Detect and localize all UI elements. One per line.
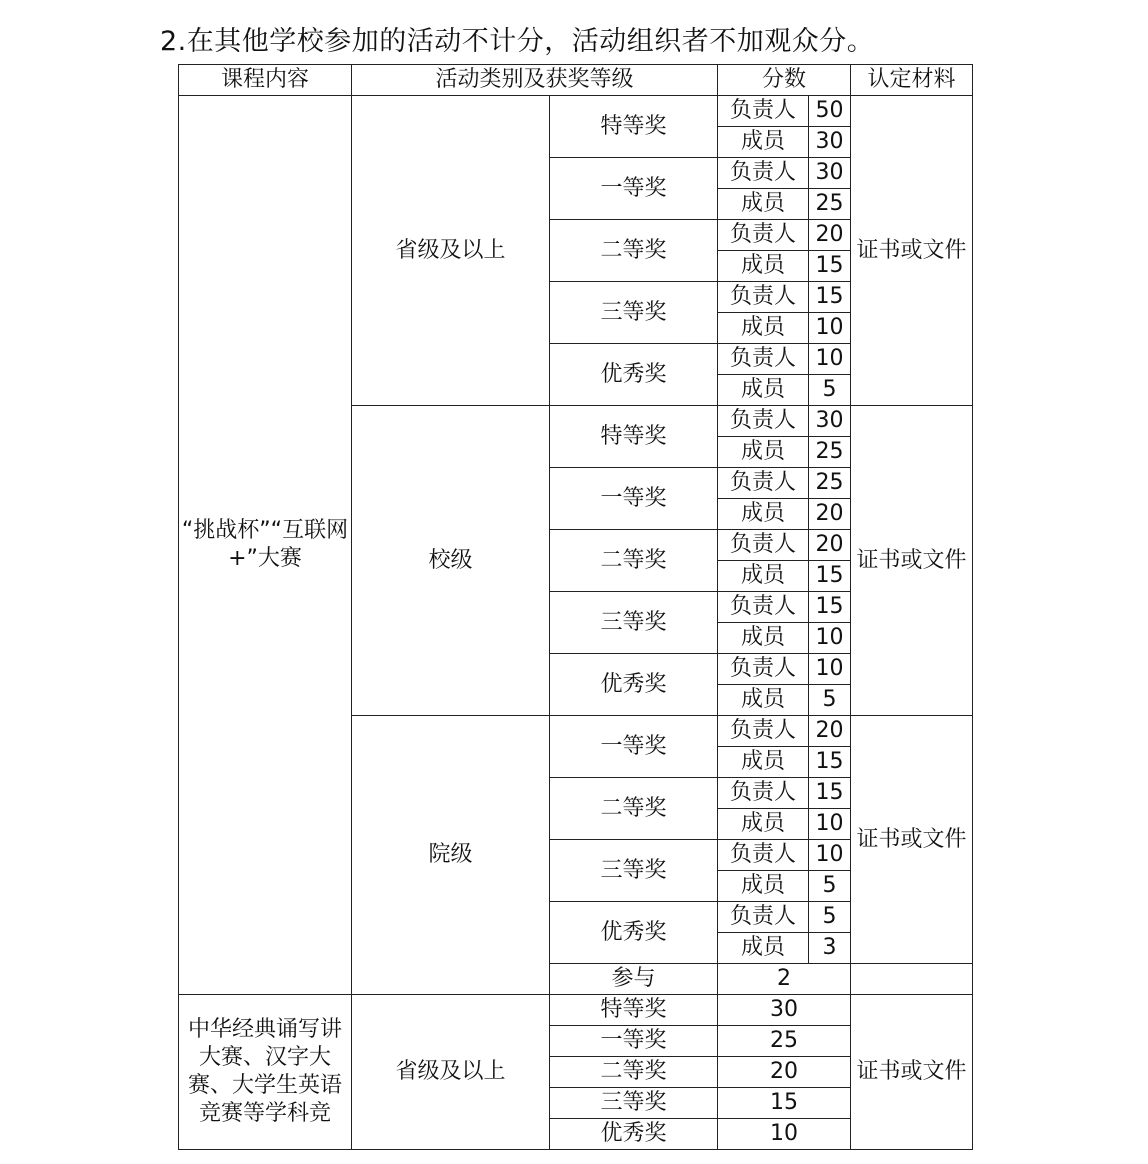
role-cell: 成员 — [718, 127, 809, 158]
score-cell: 15 — [809, 747, 851, 778]
course-cell: “挑战杯”“互联网+”大赛 — [179, 96, 352, 995]
header-category: 活动类别及获奖等级 — [352, 65, 718, 96]
table-body — [179, 96, 973, 1150]
score-cell: 10 — [809, 840, 851, 871]
score-cell: 20 — [809, 716, 851, 747]
course-cell: 中华经典诵写讲大赛、汉字大赛、大学生英语竞赛等学科竞 — [179, 995, 352, 1150]
role-cell: 成员 — [718, 313, 809, 344]
role-cell: 成员 — [718, 189, 809, 220]
score-cell: 5 — [809, 871, 851, 902]
role-cell: 成员 — [718, 561, 809, 592]
table-row — [179, 995, 973, 1026]
score-cell: 20 — [718, 1057, 851, 1088]
score-cell: 10 — [809, 623, 851, 654]
award-cell: 优秀奖 — [550, 902, 718, 964]
role-cell: 负责人 — [718, 592, 809, 623]
award-cell: 特等奖 — [550, 995, 718, 1026]
role-cell: 成员 — [718, 251, 809, 282]
role-cell: 负责人 — [718, 778, 809, 809]
material-cell: 证书或文件 — [851, 406, 973, 716]
score-cell: 15 — [809, 561, 851, 592]
role-cell: 负责人 — [718, 654, 809, 685]
material-cell: 证书或文件 — [851, 995, 973, 1150]
header-course: 课程内容 — [179, 65, 352, 96]
award-cell: 三等奖 — [550, 282, 718, 344]
award-cell: 特等奖 — [550, 96, 718, 158]
header-material: 认定材料 — [851, 65, 973, 96]
score-cell: 25 — [718, 1026, 851, 1057]
award-cell: 二等奖 — [550, 778, 718, 840]
role-cell: 负责人 — [718, 282, 809, 313]
score-cell: 30 — [809, 158, 851, 189]
header-score: 分数 — [718, 65, 851, 96]
level-cell: 省级及以上 — [352, 995, 550, 1150]
score-cell: 10 — [809, 344, 851, 375]
score-cell: 5 — [809, 902, 851, 933]
award-cell: 一等奖 — [550, 1026, 718, 1057]
table-header — [179, 65, 973, 96]
role-cell: 负责人 — [718, 220, 809, 251]
score-cell: 30 — [809, 406, 851, 437]
score-cell: 3 — [809, 933, 851, 964]
header-row — [179, 65, 973, 96]
role-cell: 成员 — [718, 747, 809, 778]
role-cell: 负责人 — [718, 406, 809, 437]
role-cell: 负责人 — [718, 96, 809, 127]
award-cell: 三等奖 — [550, 592, 718, 654]
award-cell: 二等奖 — [550, 530, 718, 592]
score-cell: 10 — [809, 313, 851, 344]
role-cell: 负责人 — [718, 716, 809, 747]
role-cell: 负责人 — [718, 344, 809, 375]
score-cell: 10 — [809, 654, 851, 685]
score-cell: 20 — [809, 220, 851, 251]
score-table — [178, 64, 973, 1150]
award-cell: 优秀奖 — [550, 1119, 718, 1150]
award-cell: 优秀奖 — [550, 654, 718, 716]
award-cell: 一等奖 — [550, 158, 718, 220]
award-cell: 一等奖 — [550, 716, 718, 778]
score-cell: 10 — [718, 1119, 851, 1150]
score-cell: 5 — [809, 685, 851, 716]
score-cell: 20 — [809, 499, 851, 530]
score-cell: 15 — [809, 282, 851, 313]
material-cell: 证书或文件 — [851, 716, 973, 964]
level-cell: 校级 — [352, 406, 550, 716]
score-cell: 2 — [718, 964, 851, 995]
role-cell: 负责人 — [718, 158, 809, 189]
table-row — [179, 96, 973, 127]
note-text: 2.在其他学校参加的活动不计分，活动组织者不加观众分。 — [160, 26, 875, 57]
role-cell: 负责人 — [718, 530, 809, 561]
material-cell: 证书或文件 — [851, 96, 973, 406]
level-cell: 院级 — [352, 716, 550, 995]
score-cell: 15 — [718, 1088, 851, 1119]
score-cell: 15 — [809, 778, 851, 809]
level-cell: 省级及以上 — [352, 96, 550, 406]
score-cell: 25 — [809, 468, 851, 499]
material-cell — [851, 964, 973, 995]
score-cell: 30 — [718, 995, 851, 1026]
role-cell: 成员 — [718, 375, 809, 406]
role-cell: 成员 — [718, 499, 809, 530]
award-cell: 一等奖 — [550, 468, 718, 530]
role-cell: 成员 — [718, 623, 809, 654]
score-cell: 20 — [809, 530, 851, 561]
score-cell: 25 — [809, 437, 851, 468]
award-cell: 特等奖 — [550, 406, 718, 468]
role-cell: 成员 — [718, 437, 809, 468]
award-cell: 二等奖 — [550, 220, 718, 282]
award-cell: 三等奖 — [550, 840, 718, 902]
award-cell: 参与 — [550, 964, 718, 995]
score-cell: 15 — [809, 251, 851, 282]
score-cell: 50 — [809, 96, 851, 127]
award-cell: 优秀奖 — [550, 344, 718, 406]
role-cell: 负责人 — [718, 468, 809, 499]
score-cell: 5 — [809, 375, 851, 406]
award-cell: 三等奖 — [550, 1088, 718, 1119]
award-cell: 二等奖 — [550, 1057, 718, 1088]
role-cell: 负责人 — [718, 840, 809, 871]
role-cell: 成员 — [718, 871, 809, 902]
role-cell: 负责人 — [718, 902, 809, 933]
score-cell: 30 — [809, 127, 851, 158]
role-cell: 成员 — [718, 933, 809, 964]
score-cell: 25 — [809, 189, 851, 220]
role-cell: 成员 — [718, 809, 809, 840]
role-cell: 成员 — [718, 685, 809, 716]
score-cell: 10 — [809, 809, 851, 840]
score-cell: 15 — [809, 592, 851, 623]
